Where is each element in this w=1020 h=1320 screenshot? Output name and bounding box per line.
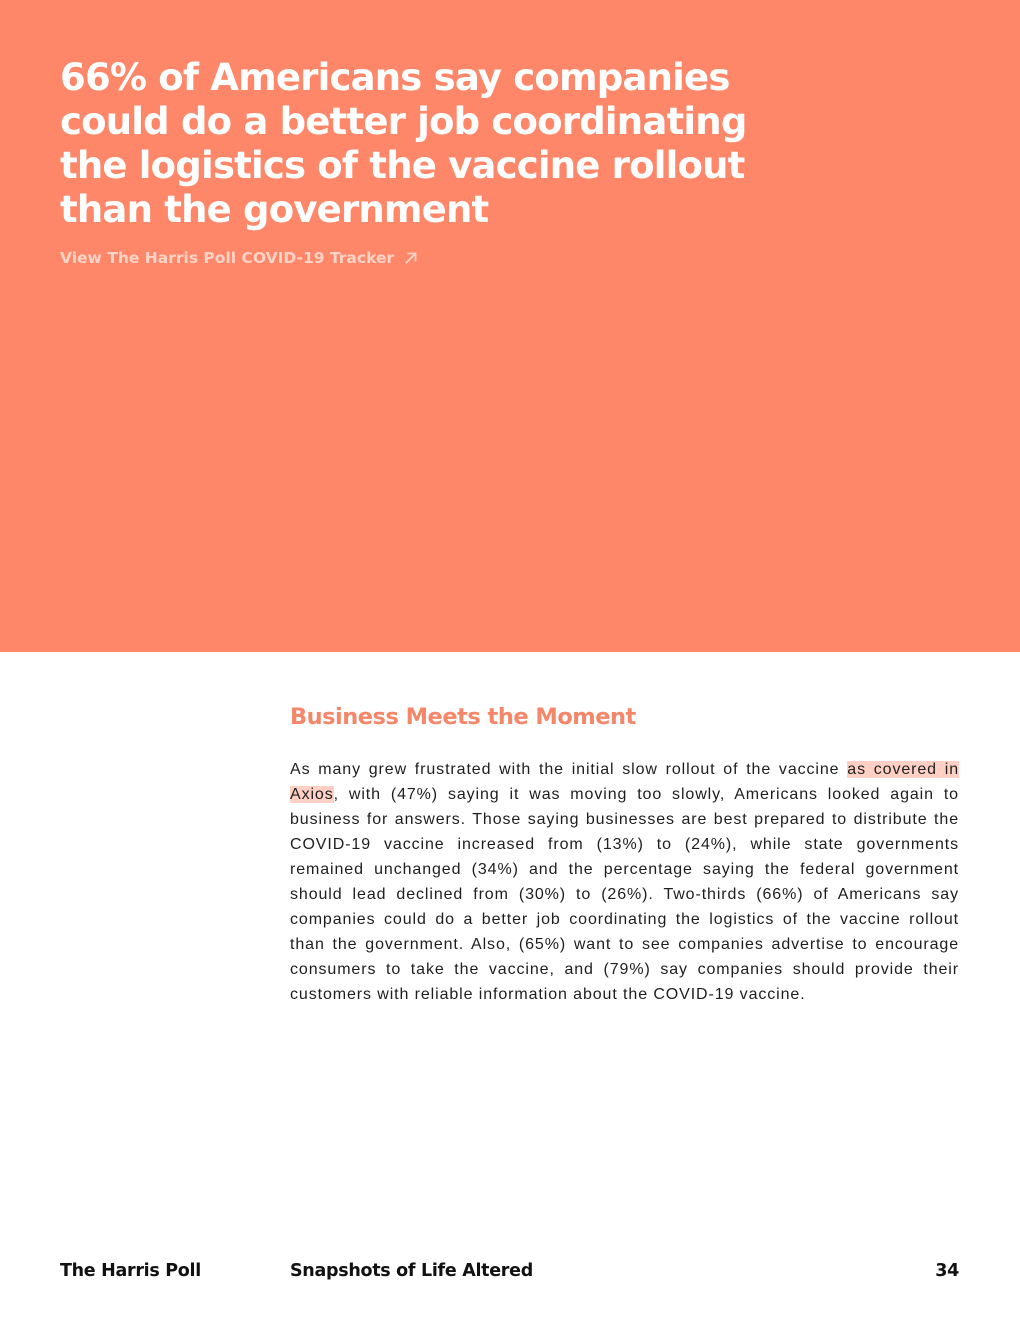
hero-banner xyxy=(0,0,1020,652)
footer-brand: The Harris Poll xyxy=(60,1261,201,1281)
headline: 66% of Americans say companies could do a better job coordinating the logistics of the vaccine rollout than the government xyxy=(60,56,747,231)
page-number: 34 xyxy=(935,1261,959,1281)
paragraph-rest: , with (47%) saying it was moving too slowly, Americans looked again to business for answers. Those saying businesses are best prepared to distribute the COVID-19 vaccine increased from (13%) to (24%), while state governments remained unchanged (34%) and the percentage saying the federal government should lead declined from (30%) to (26%). Two-thirds (66%) of Americans say companies could do a better job coordinating the logistics of the vaccine rollout than the government. Also, (65%) want to see companies advertise to encourage consumers to take the vaccine, and (79%) say companies should provide their customers with reliable information about the COVID-19 vaccine. xyxy=(290,786,959,1003)
footer-report-title: Snapshots of Life Altered xyxy=(290,1261,533,1281)
tracker-link[interactable] xyxy=(60,249,418,267)
paragraph-intro: As many grew frustrated with the initial slow rollout of the vaccine xyxy=(290,761,848,778)
arrow-up-right-icon xyxy=(404,251,418,265)
tracker-link-label: View The Harris Poll COVID-19 Tracker xyxy=(60,249,395,267)
body-paragraph xyxy=(290,757,959,1007)
section-title: Business Meets the Moment xyxy=(290,704,636,730)
axios-link[interactable]: as covered in Axios xyxy=(290,761,959,803)
